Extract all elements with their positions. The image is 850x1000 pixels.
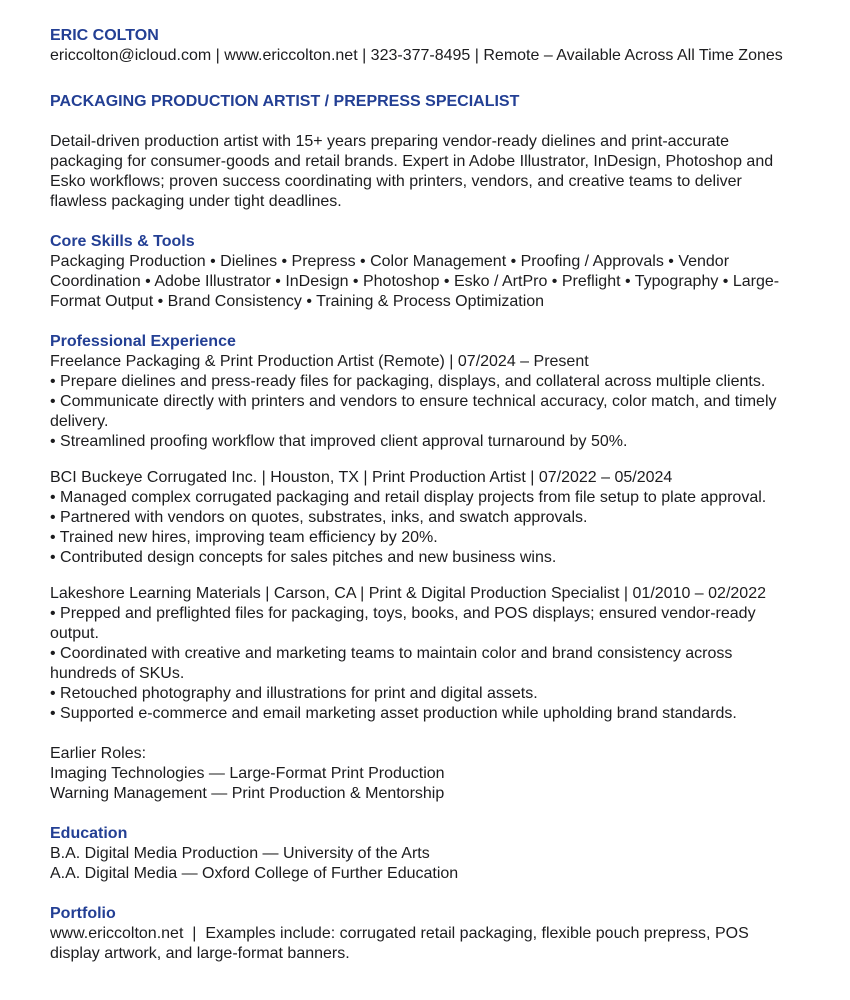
job-bullet: • Contributed design concepts for sales pitches and new business wins. (50, 549, 557, 566)
job-bullet: • Supported e-commerce and email marketing asset production while upholding brand standards. (50, 705, 737, 722)
section-heading-core-skills: Core Skills & Tools (50, 233, 195, 250)
education-item: A.A. Digital Media — Oxford College of Further Education (50, 865, 459, 882)
job-bullet: • Prepare dielines and press-ready files for packaging, displays, and collateral across multiple clients. (50, 373, 766, 390)
job-bullet: • Streamlined proofing workflow that improved client approval turnaround by 50%. (50, 433, 628, 450)
job-header: BCI Buckeye Corrugated Inc. | Houston, TX | Print Production Artist | 07/2022 – 05/2024 (50, 469, 673, 486)
earlier-roles-heading: Earlier Roles: (50, 745, 147, 762)
candidate-name: ERIC COLTON (50, 27, 159, 44)
contact-line: ericcolton@icloud.com | www.ericcolton.net | 323-377-8495 | Remote – Available Across All Time Zones (50, 47, 783, 64)
summary-paragraph: Detail-driven production artist with 15+ years preparing vendor-ready dielines and print-accurate packaging for consumer-goods and retail brands. Expert in Adobe Illustrator, InDesign, Photoshop and Esko workflows; proven success coordinating with printers, vendors, and creative teams to deliver flawless packaging under tight deadlines. (50, 133, 778, 210)
job-entry-freelance (50, 352, 800, 452)
earlier-role-item: Warning Management — Print Production & Mentorship (50, 785, 445, 802)
job-entry-lakeshore (50, 584, 800, 724)
earlier-roles-block (50, 744, 800, 804)
job-bullet: • Managed complex corrugated packaging and retail display projects from file setup to plate approval. (50, 489, 767, 506)
job-bullet: • Coordinated with creative and marketing teams to maintain color and brand consistency across hundreds of SKUs. (50, 645, 737, 682)
section-heading-experience: Professional Experience (50, 333, 236, 350)
section-heading-portfolio: Portfolio (50, 905, 116, 922)
job-bullet: • Partnered with vendors on quotes, substrates, inks, and swatch approvals. (50, 509, 588, 526)
portfolio-line: www.ericcolton.net | Examples include: corrugated retail packaging, flexible pouch prepress, POS display artwork, and large-format banners. (50, 925, 754, 962)
section-heading-education: Education (50, 825, 128, 842)
job-bullet: • Retouched photography and illustrations for print and digital assets. (50, 685, 538, 702)
role-title: PACKAGING PRODUCTION ARTIST / PREPRESS SPECIALIST (50, 93, 520, 110)
job-header: Lakeshore Learning Materials | Carson, CA | Print & Digital Production Specialist | 01/2010 – 02/2022 (50, 585, 766, 602)
education-item: B.A. Digital Media Production — University of the Arts (50, 845, 430, 862)
job-entry-bci (50, 468, 800, 568)
job-bullet: • Trained new hires, improving team efficiency by 20%. (50, 529, 438, 546)
job-bullet: • Communicate directly with printers and vendors to ensure technical accuracy, color match, and timely delivery. (50, 393, 781, 430)
job-header: Freelance Packaging & Print Production Artist (Remote) | 07/2024 – Present (50, 353, 589, 370)
core-skills-list: Packaging Production • Dielines • Prepress • Color Management • Proofing / Approvals • Vendor Coordination • Adobe Illustrator • InDesign • Photoshop • Esko / ArtPro • Preflight • Typography • Large-Format Output • Brand Consistency • Training & Process Optimization (50, 253, 780, 310)
job-bullet: • Prepped and preflighted files for packaging, toys, books, and POS displays; ensured vendor-ready output. (50, 605, 761, 642)
earlier-role-item: Imaging Technologies — Large-Format Print Production (50, 765, 445, 782)
